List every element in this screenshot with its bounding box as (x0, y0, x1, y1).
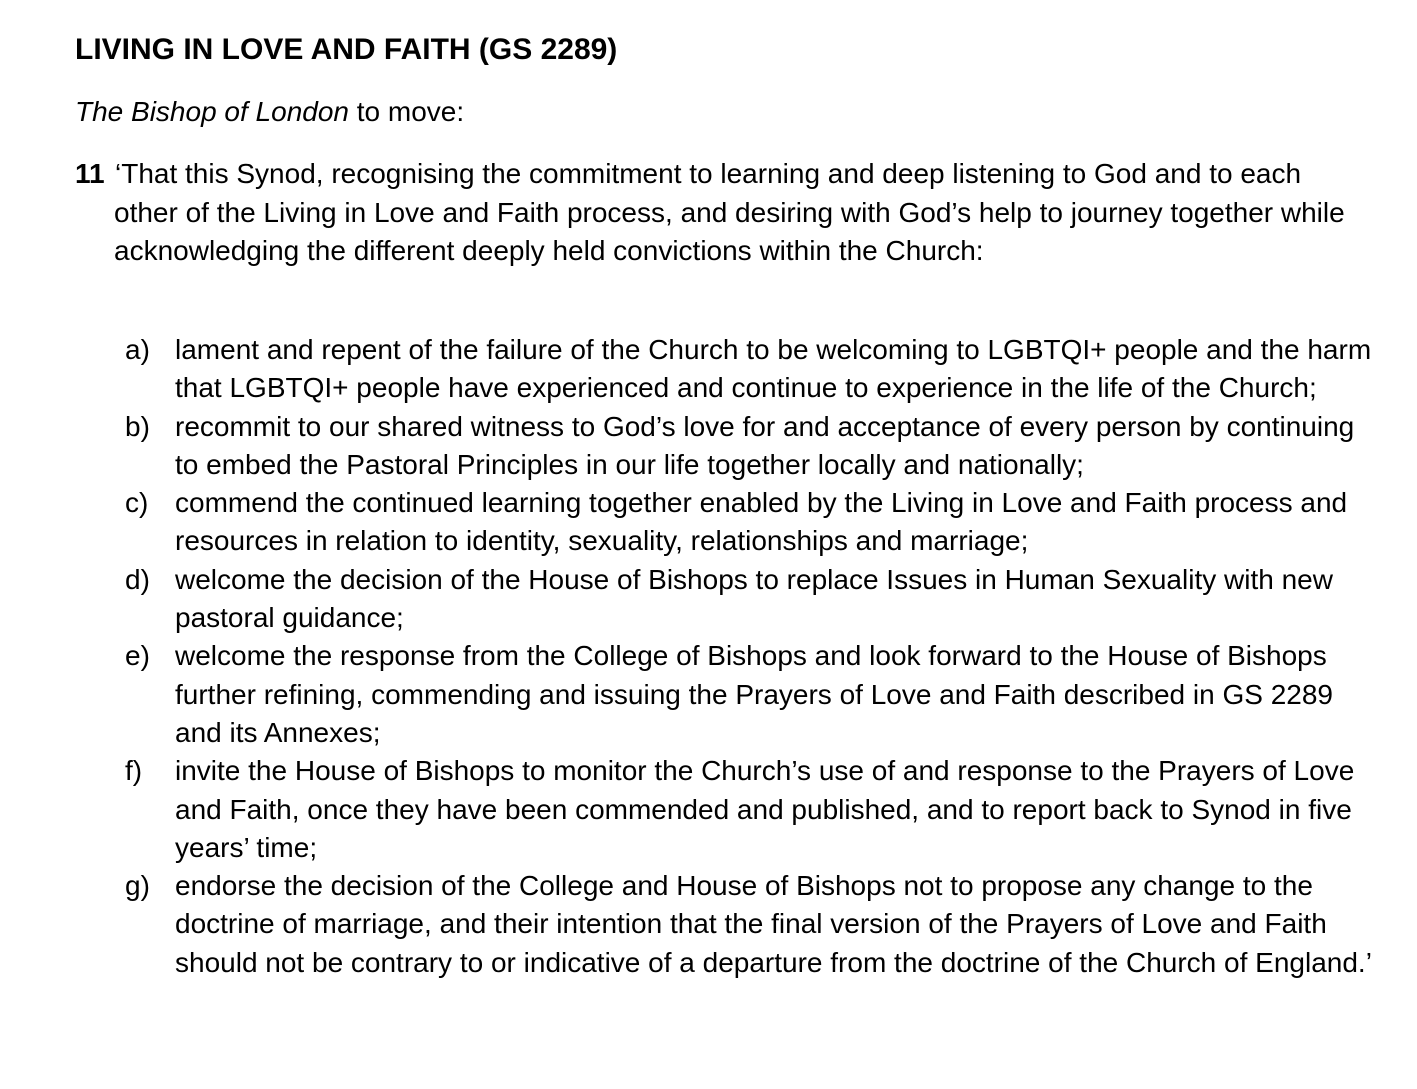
clause-a (125, 331, 1385, 408)
clause-text: invite the House of Bishops to monitor the Church’s use of and response to the Prayers of Love and Faith, once they have been commended and published, and to report back to Synod in five years’ time; (175, 755, 1355, 863)
clause-text: welcome the response from the College of Bishops and look forward to the House of Bishops further refining, commending and issuing the Prayers of Love and Faith described in GS 2289 and its Annexes; (175, 640, 1333, 748)
motion-clauses (125, 331, 1385, 982)
mover-name: The Bishop of London (75, 96, 349, 127)
clause-letter: b) (125, 410, 150, 442)
clause-f (125, 752, 1385, 867)
clause-letter: f) (125, 755, 143, 787)
clause-letter: c) (125, 487, 149, 519)
clause-letter: a) (125, 334, 150, 365)
document-title: LIVING IN LOVE AND FAITH (GS 2289) (75, 33, 618, 66)
motion (75, 155, 1365, 271)
clause-letter: g) (125, 870, 150, 902)
clause-b (125, 408, 1385, 485)
clause-c (125, 484, 1385, 561)
clause-text: endorse the decision of the College and House of Bishops not to propose any change to the doctrine of marriage, and their intention that the final version of the Prayers of Love and Faith should not be contrary to or indicative of a departure from the doctrine of the Church of England.’ (175, 870, 1372, 978)
clause-text: commend the continued learning together enabled by the Living in Love and Faith process and resources in relation to identity, sexuality, relationships and marriage; (175, 487, 1348, 557)
clause-g (125, 867, 1385, 982)
clause-letter: e) (125, 640, 150, 672)
clause-e (125, 637, 1385, 752)
clause-letter: d) (125, 563, 150, 595)
mover-action: to move: (348, 96, 465, 127)
clause-text: recommit to our shared witness to God’s love for and acceptance of every person by continuing to embed the Pastoral Principles in our life together locally and nationally; (175, 410, 1355, 480)
clause-text: lament and repent of the failure of the Church to be welcoming to LGBTQI+ people and the harm that LGBTQI+ people have experienced and continue to experience in the life of the Church; (175, 334, 1372, 404)
clause-d (125, 561, 1385, 638)
motion-preamble: ‘That this Synod, recognising the commitment to learning and deep listening to God and to each other of the Living in Love and Faith process, and desiring with God’s help to journey together while acknowledging the different deeply held convictions within the Church: (114, 158, 1345, 266)
motion-number: 11 (75, 158, 105, 189)
mover-line (75, 93, 464, 131)
clause-text: welcome the decision of the House of Bishops to replace Issues in Human Sexuality with new pastoral guidance; (175, 563, 1333, 634)
